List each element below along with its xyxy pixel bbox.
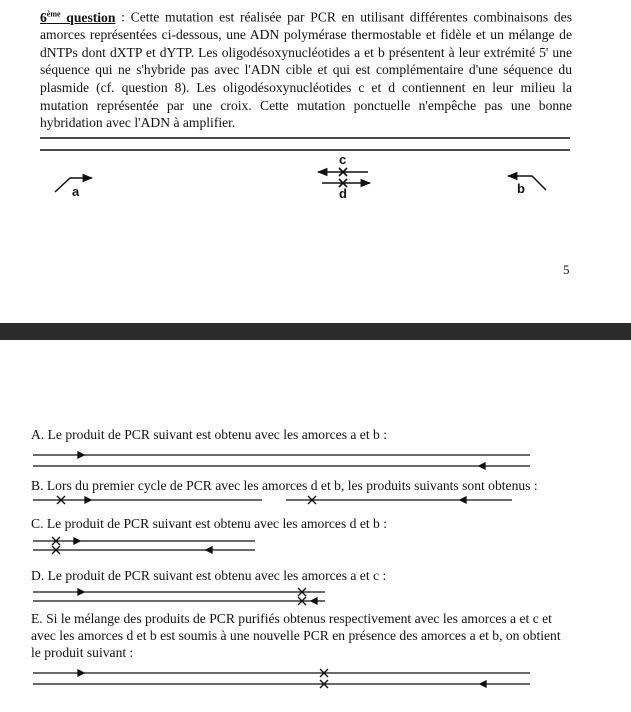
option-b-text: B. Lors du premier cycle de PCR avec les amorces d et b, les produits suivants sont obtenus : [31,478,538,493]
primer-d-label: d [339,186,347,201]
option-e-text: E. Si le mélange des produits de PCR purifiés obtenus respectivement avec les amorces a et c et avec les amorces d et b est soumis à une nouvelle PCR en présence des amorces a et b, on obtient le produit suivant : [31,611,561,660]
page-separator-band [0,323,631,340]
option-d-product [33,588,325,605]
primer-b-arrow [508,176,546,190]
option-c-product [33,537,255,554]
option-b-products [33,496,512,504]
primer-c-label: c [339,152,347,167]
question-text: : Cette mutation est réalisée par PCR en utilisant différentes combinaisons des amorces représentées ci-dessous, une ADN polymérase thermostable et fidèle et un mélange de dNTPs dont dXTP et dYTP. Les oligodésoxynucléotides a et b présentent à leur extrémité 5' une séquence qui ne s'hybride pas avec l'ADN cible et qui est complémentaire d'une séquence du plasmide (cf. question 8). Les oligodésoxynucléotides c et d contiennent en leur milieu la mutation représentée par une croix. Cette mutation ponctuelle n'empêche pas une bonne hybridation avec l'ADN à amplifier. [40,9,572,131]
option-a-product [33,452,530,469]
option-a-text: A. Le produit de PCR suivant est obtenu avec les amorces a et b : [31,427,387,442]
option-e-product [33,669,530,688]
question-heading: 6ème question [40,9,116,25]
page-number: 5 [563,262,570,277]
option-d-text: D. Le produit de PCR suivant est obtenu avec les amorces a et c : [31,568,387,583]
primer-a-label: a [72,184,80,199]
primer-b-label: b [517,181,525,196]
option-c-text: C. Le produit de PCR suivant est obtenu avec les amorces d et b : [31,516,388,531]
